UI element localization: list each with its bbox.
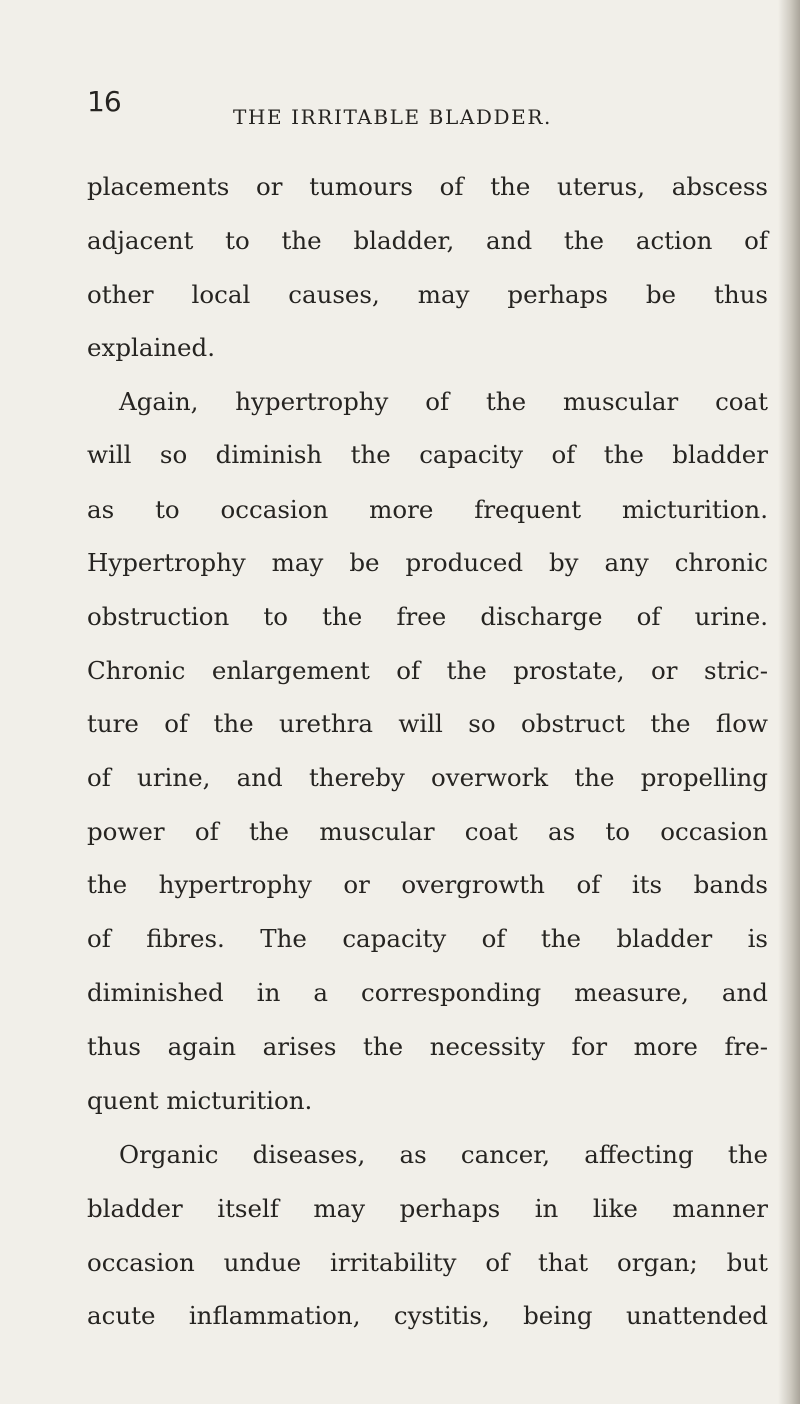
text-line: of urine, and thereby overwork the propelling bbox=[87, 763, 768, 792]
text-line: bladder itself may perhaps in like manner bbox=[87, 1194, 768, 1223]
text-line: thus again arises the necessity for more fre- bbox=[87, 1032, 768, 1061]
text-line: Hypertrophy may be produced by any chronic bbox=[87, 548, 768, 577]
text-line: Organic diseases, as cancer, affecting the bbox=[119, 1140, 768, 1169]
text-line: diminished in a corresponding measure, and bbox=[87, 978, 768, 1007]
text-line: ture of the urethra will so obstruct the flow bbox=[87, 709, 768, 738]
text-line: quent micturition. bbox=[87, 1086, 313, 1115]
text-line: the hypertrophy or overgrowth of its bands bbox=[87, 870, 768, 899]
text-line: placements or tumours of the uterus, abscess bbox=[87, 172, 768, 201]
text-line: power of the muscular coat as to occasion bbox=[87, 817, 768, 846]
text-line: explained. bbox=[87, 333, 216, 362]
text-line: other local causes, may perhaps be thus bbox=[87, 280, 768, 309]
text-line: occasion undue irritability of that organ; but bbox=[87, 1248, 768, 1277]
running-title: THE IRRITABLE BLADDER. bbox=[233, 105, 552, 129]
text-line: will so diminish the capacity of the bladder bbox=[87, 440, 768, 469]
text-line: adjacent to the bladder, and the action of bbox=[87, 226, 768, 255]
text-line: Again, hypertrophy of the muscular coat bbox=[119, 387, 768, 416]
text-line: of fibres. The capacity of the bladder is bbox=[87, 924, 768, 953]
text-line: obstruction to the free discharge of urine. bbox=[87, 602, 768, 631]
text-line: Chronic enlargement of the prostate, or stric- bbox=[87, 656, 768, 685]
text-line: acute inflammation, cystitis, being unattended bbox=[87, 1301, 768, 1330]
page-number: 16 bbox=[87, 85, 121, 118]
text-line: as to occasion more frequent micturition. bbox=[87, 495, 768, 524]
